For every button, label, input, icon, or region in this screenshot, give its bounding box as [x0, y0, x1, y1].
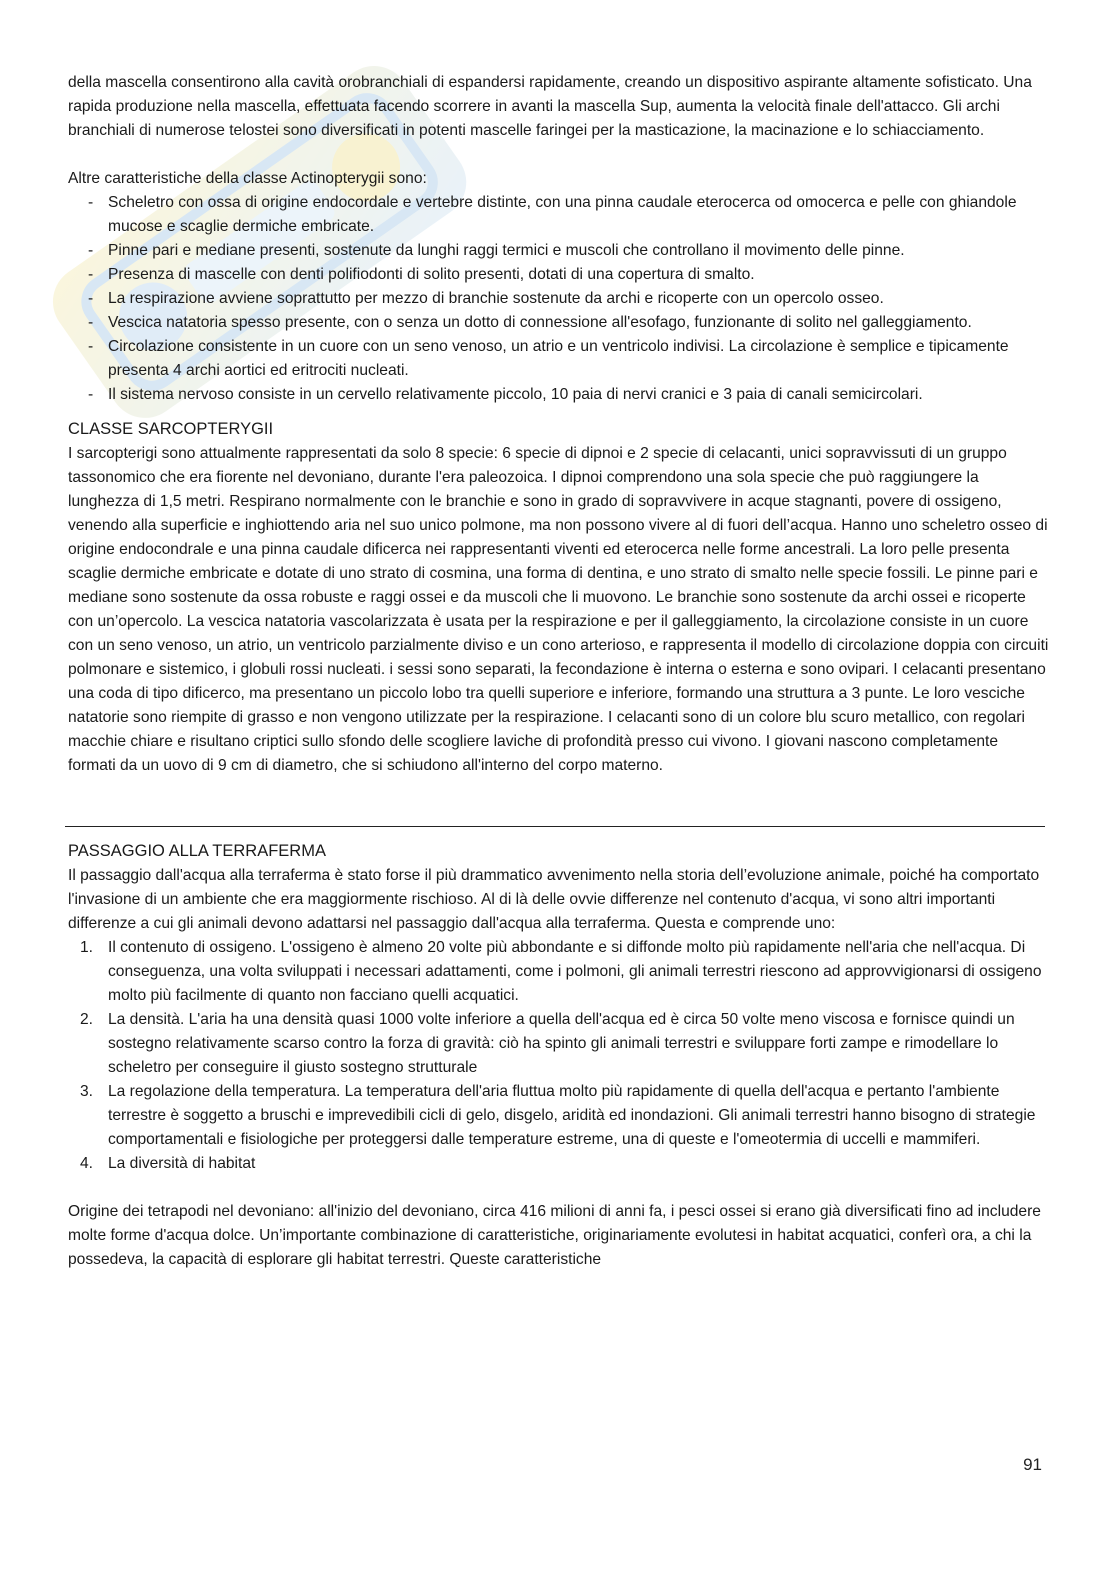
intro-paragraph: della mascella consentirono alla cavità orobranchiali di espandersi rapidamente, creando un dispositivo aspirante altamente sofisticato. Una rapida produzione nella mascella, effettuata facendo scorrere in avanti la mascella Sup, aumenta la velocità finale dell'attacco. Gli archi branchiali di numerose telostei sono diversificati in potenti mascelle faringei per la masticazione, la macinazione e lo schiacciamento.	[68, 74, 1032, 139]
list-item	[68, 1152, 1050, 1176]
terraferma-list	[68, 936, 1050, 1176]
list-text: La regolazione della temperatura. La temperatura dell'aria fluttua molto più rapidamente di quella dell'acqua e pertanto l'ambiente terrestre è soggetto a bruschi e imprevedibili cicli di gelo, disgelo, aridità ed inondazioni. Gli animali terrestri hanno bisogno di strategie comportamentali e fisiologiche per proteggersi dalle temperature estreme, una di queste e l'omeotermia di uccelli e mammiferi.	[108, 1083, 1036, 1148]
terraferma-paragraph: Il passaggio dall'acqua alla terraferma è stato forse il più drammatico avvenimento nella storia dell’evoluzione animale, poiché ha comportato l'invasione di un ambiente che era maggiormente rischioso. Al di là delle ovvie differenze nel contenuto d'acqua, vi sono altri importanti differenze a cui gli animali devono adattarsi nel passaggio dall'acqua alla terraferma. Questa e comprende uno:	[68, 867, 1040, 932]
sarcopterygii-paragraph: I sarcopterigi sono attualmente rappresentati da solo 8 specie: 6 specie di dipnoi e 2 specie di celacanti, unici sopravvissuti di un gruppo tassonomico che era fiorente nel devoniano, durante l'era paleozoica. I dipnoi comprendono una sola specie che può raggiungere la lunghezza di 1,5 metri. Respirano normalmente con le branchie e sono in grado di sopravvivere in acque stagnanti, povere di ossigeno, venendo alla superficie e inghiottendo aria nel suo unico polmone, ma non possono vivere al di fuori dell’acqua. Hanno uno scheletro osseo di origine endocondrale e una pinna caudale dificerca nei rappresentanti viventi ed eterocerca nelle forme ancestrali. La loro pelle presenta scaglie dermiche embricate e dotate di uno strato di cosmina, una forma di dentina, e uno strato di smalto nelle specie fossili. Le pinne pari e mediane sono sostenute da ossa robuste e raggi ossei e da muscoli che li muovono. Le branchie sono sostenute da archi ossei e ricoperte con un’opercolo. La vescica natatoria vascolarizzata è usata per la respirazione e per il galleggiamento, la circolazione consiste in un cuore con un seno venoso, un atrio, un ventricolo parzialmente diviso e un cono arterioso, e rappresenta il modello di circolazione doppia con circuiti polmonare e sistemico, i globuli rossi nucleati. i sessi sono separati, la fecondazione è interna o esterna e sono ovipari. I celacanti presentano una coda di tipo dificerco, ma presentano un piccolo lobo tra quelli superiore e inferiore, formando una struttura a 3 punte. Le loro vesciche natatorie sono riempite di grasso e non vengono utilizzate per la respirazione. I celacanti sono di un colore blu scuro metallico, con regolari macchie chiare e risultano criptici sullo sfondo delle scogliere laviche di profondità presso cui vivono. I giovani nascono completamente formati da un uovo di 9 cm di diametro, che si schiudono all'interno del corpo materno.	[68, 445, 1049, 774]
list-number: 2.	[80, 1011, 94, 1028]
list-item: - Vescica natatoria spesso presente, con o senza un dotto di connessione all'esofago, funzionante di solito nel galleggiamento.	[68, 311, 1050, 335]
list-number: 3.	[80, 1083, 94, 1100]
list-number: 4.	[80, 1155, 94, 1172]
list-item: - Pinne pari e mediane presenti, sostenute da lunghi raggi termici e muscoli che controllano il movimento delle pinne.	[68, 239, 1050, 263]
list-text: La diversità di habitat	[108, 1155, 256, 1172]
actinopterygii-list	[68, 191, 1050, 407]
list-item: - Circolazione consistente in un cuore con un seno venoso, un atrio e un ventricolo indivisi. La circolazione è semplice e tipicamente presenta 4 archi aortici ed eritrociti nucleati.	[68, 335, 1050, 383]
list-number: 1.	[80, 939, 94, 956]
terraferma-closing-paragraph: Origine dei tetrapodi nel devoniano: all'inizio del devoniano, circa 416 milioni di anni fa, i pesci ossei si erano già diversificati fino ad includere molte forme d'acqua dolce. Un’importante combinazione di caratteristiche, originariamente evolutesi in habitat acquatici, conferì ora, a chi la possedeva, la capacità di esplorare gli habitat terrestri. Queste caratteristiche	[68, 1203, 1041, 1268]
actinopterygii-lead: Altre caratteristiche della classe Actinopterygii sono:	[68, 170, 427, 187]
list-item	[68, 936, 1050, 1008]
list-text: Il contenuto di ossigeno. L'ossigeno è almeno 20 volte più abbondante e si diffonde molto più rapidamente nell'aria che nell'acqua. Di conseguenza, una volta sviluppati i necessari adattamenti, come i polmoni, gli animali terrestri riescono ad approvvigionarsi di ossigeno molto più facilmente di quanto non facciano quelli acquatici.	[108, 939, 1042, 1004]
terraferma-heading: PASSAGGIO ALLA TERRAFERMA	[68, 842, 326, 860]
page-number: 91	[1023, 1455, 1042, 1474]
sarcopterygii-heading: CLASSE SARCOPTERYGII	[68, 420, 274, 438]
page-content	[68, 71, 1050, 1272]
list-item	[68, 1080, 1050, 1152]
list-text: La densità. L'aria ha una densità quasi 1000 volte inferiore a quella dell'acqua ed è circa 50 volte meno viscosa e fornisce quindi un sostegno relativamente scarso contro la forza di gravità: ciò ha spinto gli animali terrestri e sviluppare forti zampe e rimodellare lo scheletro per conseguire il giusto sostegno strutturale	[108, 1011, 1015, 1076]
section-divider	[65, 826, 1045, 827]
list-item	[68, 1008, 1050, 1080]
list-item: - Il sistema nervoso consiste in un cervello relativamente piccolo, 10 paia di nervi cranici e 3 paia di canali semicircolari.	[68, 383, 1050, 407]
list-item: - La respirazione avviene soprattutto per mezzo di branchie sostenute da archi e ricoperte con un opercolo osseo.	[68, 287, 1050, 311]
list-item: - Presenza di mascelle con denti polifiodonti di solito presenti, dotati di una copertura di smalto.	[68, 263, 1050, 287]
list-item: - Scheletro con ossa di origine endocordale e vertebre distinte, con una pinna caudale eterocerca od omocerca e pelle con ghiandole mucose e scaglie dermiche embricate.	[68, 191, 1050, 239]
